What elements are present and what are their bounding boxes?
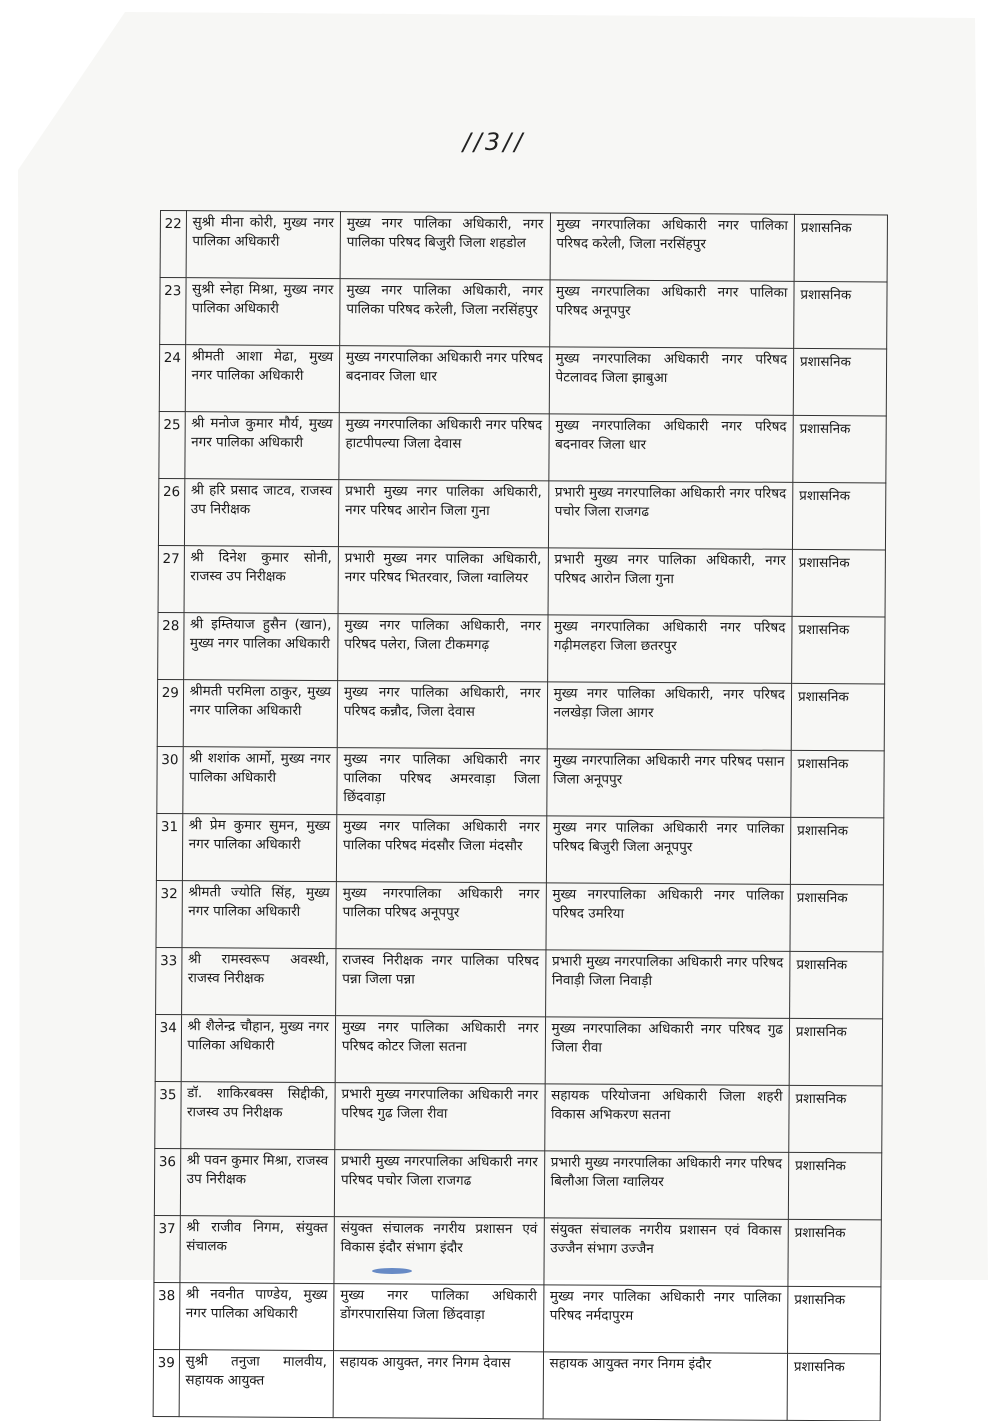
serial-number-cell: 23 bbox=[160, 278, 186, 345]
current-posting-cell: प्रभारी मुख्य नगर पालिका अधिकारी, नगर परिषद आरोन जिला गुना bbox=[338, 480, 548, 548]
ink-mark bbox=[372, 1268, 412, 1274]
transfer-table bbox=[153, 210, 888, 1421]
transfer-type-cell: प्रशासनिक bbox=[793, 348, 886, 416]
officer-name-cell: श्री शैलेन्द्र चौहान, मुख्य नगर पालिका अधिकारी bbox=[181, 1015, 336, 1083]
officer-name-cell: सुश्री स्नेहा मिश्रा, मुख्य नगर पालिका अधिकारी bbox=[185, 278, 340, 346]
table-row bbox=[158, 545, 885, 616]
current-posting-cell: मुख्य नगर पालिका अधिकारी, नगर परिषद कन्नौद, जिला देवास bbox=[337, 681, 547, 749]
officer-name-cell: श्रीमती आशा मेढा, मुख्य नगर पालिका अधिकारी bbox=[185, 345, 340, 413]
transfer-type-cell: प्रशासनिक bbox=[794, 214, 887, 282]
transfer-type-cell: प्रशासनिक bbox=[792, 616, 885, 684]
serial-number-cell: 36 bbox=[154, 1148, 180, 1215]
transfer-type-cell: प्रशासनिक bbox=[787, 1286, 880, 1354]
current-posting-cell: मुख्य नगर पालिका अधिकारी, नगर परिषद पलेरा, जिला टीकमगढ़ bbox=[338, 614, 548, 682]
serial-number-cell: 39 bbox=[153, 1349, 179, 1416]
new-posting-cell: मुख्य नगरपालिका अधिकारी नगर पालिका परिषद उमरिया bbox=[546, 883, 791, 951]
current-posting-cell: प्रभारी मुख्य नगर पालिका अधिकारी, नगर परिषद भितरवार, जिला ग्वालियर bbox=[338, 547, 548, 615]
officer-name-cell: श्री इम्तियाज हुसैन (खान), मुख्य नगर पालिका अधिकारी bbox=[183, 613, 338, 681]
current-posting-cell: सहायक आयुक्त, नगर निगम देवास bbox=[333, 1351, 543, 1419]
officer-name-cell: श्रीमती ज्योति सिंह, मुख्य नगर पालिका अधिकारी bbox=[182, 881, 337, 949]
current-posting-cell: प्रभारी मुख्य नगरपालिका अधिकारी नगर परिषद गुढ जिला रीवा bbox=[335, 1083, 545, 1151]
table-row bbox=[153, 1349, 880, 1420]
new-posting-cell: प्रभारी मुख्य नगरपालिका अधिकारी नगर परिषद बिलौआ जिला ग्वालियर bbox=[544, 1151, 789, 1219]
transfer-type-cell: प्रशासनिक bbox=[790, 951, 883, 1019]
transfer-type-cell: प्रशासनिक bbox=[790, 884, 883, 952]
serial-number-cell: 28 bbox=[158, 612, 184, 679]
table-row bbox=[156, 880, 883, 951]
officer-name-cell: सुश्री मीना कोरी, मुख्य नगर पालिका अधिकारी bbox=[186, 211, 341, 279]
serial-number-cell: 22 bbox=[160, 211, 186, 278]
current-posting-cell: प्रभारी मुख्य नगरपालिका अधिकारी नगर परिषद पचोर जिला राजगढ bbox=[334, 1150, 544, 1218]
new-posting-cell: मुख्य नगरपालिका अधिकारी नगर परिषद पेटलावद जिला झाबुआ bbox=[549, 347, 794, 415]
table-row bbox=[154, 1282, 881, 1353]
current-posting-cell: मुख्य नगर पालिका अधिकारी डोंगरपारासिया जिला छिंदवाड़ा bbox=[333, 1284, 543, 1352]
table-row bbox=[156, 813, 883, 884]
officer-name-cell: श्री पवन कुमार मिश्रा, राजस्व उप निरीक्षक bbox=[180, 1149, 335, 1217]
officer-name-cell: श्री प्रेम कुमार सुमन, मुख्य नगर पालिका अधिकारी bbox=[182, 814, 337, 882]
new-posting-cell: मुख्य नगर पालिका अधिकारी नगर पालिका परिषद नर्मदापुरम bbox=[543, 1285, 788, 1353]
serial-number-cell: 27 bbox=[158, 545, 184, 612]
new-posting-cell: प्रभारी मुख्य नगरपालिका अधिकारी नगर परिषद पचोर जिला राजगढ bbox=[548, 481, 793, 549]
transfer-type-cell: प्रशासनिक bbox=[793, 415, 886, 483]
current-posting-cell: मुख्य नगरपालिका अधिकारी नगर पालिका परिषद अनूपपुर bbox=[336, 882, 546, 950]
transfer-type-cell: प्रशासनिक bbox=[794, 281, 887, 349]
officer-name-cell: सुश्री तनुजा मालवीय, सहायक आयुक्त bbox=[179, 1350, 334, 1418]
new-posting-cell: प्रभारी मुख्य नगरपालिका अधिकारी नगर परिषद निवाड़ी जिला निवाड़ी bbox=[545, 950, 790, 1018]
table-row bbox=[156, 947, 883, 1018]
table-row bbox=[159, 411, 886, 482]
transfer-type-cell: प्रशासनिक bbox=[788, 1152, 881, 1220]
new-posting-cell: प्रभारी मुख्य नगर पालिका अधिकारी, नगर परिषद आरोन जिला गुना bbox=[548, 548, 793, 616]
serial-number-cell: 24 bbox=[159, 345, 185, 412]
transfer-type-cell: प्रशासनिक bbox=[787, 1353, 880, 1421]
current-posting-cell: संयुक्त संचालक नगरीय प्रशासन एवं विकास इंदौर संभाग इंदौर bbox=[334, 1217, 544, 1285]
transfer-type-cell: प्रशासनिक bbox=[792, 482, 885, 550]
new-posting-cell: मुख्य नगरपालिका अधिकारी नगर परिषद बदनावर जिला धार bbox=[548, 414, 793, 482]
new-posting-cell: मुख्य नगरपालिका अधिकारी नगर परिषद गढ़ीमलहरा जिला छतरपुर bbox=[547, 615, 792, 683]
new-posting-cell: मुख्य नगरपालिका अधिकारी नगर परिषद पसान जिला अनूपपुर bbox=[546, 749, 791, 817]
serial-number-cell: 31 bbox=[156, 813, 182, 880]
transfer-type-cell: प्रशासनिक bbox=[791, 683, 884, 751]
current-posting-cell: मुख्य नगर पालिका अधिकारी, नगर पालिका परिषद करेली, जिला नरसिंहपुर bbox=[340, 279, 550, 347]
table-row bbox=[160, 278, 887, 349]
table-row bbox=[154, 1148, 881, 1219]
transfer-type-cell: प्रशासनिक bbox=[791, 750, 884, 818]
current-posting-cell: राजस्व निरीक्षक नगर पालिका परिषद पन्ना जिला पन्ना bbox=[336, 949, 546, 1017]
page-number: //3// bbox=[462, 128, 526, 156]
serial-number-cell: 38 bbox=[154, 1282, 180, 1349]
serial-number-cell: 34 bbox=[155, 1014, 181, 1081]
transfer-type-cell: प्रशासनिक bbox=[789, 1018, 882, 1086]
new-posting-cell: मुख्य नगर पालिका अधिकारी, नगर परिषद नलखेड़ा जिला आगर bbox=[547, 682, 792, 750]
officer-name-cell: श्री शशांक आर्मो, मुख्य नगर पालिका अधिकारी bbox=[182, 747, 337, 815]
current-posting-cell: मुख्य नगरपालिका अधिकारी नगर परिषद बदनावर जिला धार bbox=[339, 346, 549, 414]
table-row bbox=[158, 612, 885, 683]
officer-name-cell: श्रीमती परमिला ठाकुर, मुख्य नगर पालिका अधिकारी bbox=[183, 680, 338, 748]
serial-number-cell: 33 bbox=[156, 947, 182, 1014]
serial-number-cell: 25 bbox=[159, 411, 185, 478]
new-posting-cell: मुख्य नगरपालिका अधिकारी नगर पालिका परिषद अनूपपुर bbox=[549, 280, 794, 348]
table-row bbox=[160, 211, 887, 282]
table-row bbox=[158, 478, 885, 549]
new-posting-cell: मुख्य नगरपालिका अधिकारी नगर पालिका परिषद करेली, जिला नरसिंहपुर bbox=[550, 213, 795, 281]
current-posting-cell: मुख्य नगर पालिका अधिकारी, नगर पालिका परिषद बिजुरी जिला शहडोल bbox=[340, 212, 550, 280]
table-row bbox=[155, 1014, 882, 1085]
transfer-type-cell: प्रशासनिक bbox=[792, 549, 885, 617]
officer-name-cell: श्री रामस्वरूप अवस्थी, राजस्व निरीक्षक bbox=[181, 948, 336, 1016]
new-posting-cell: सहायक परियोजना अधिकारी जिला शहरी विकास अभिकरण सतना bbox=[544, 1084, 789, 1152]
serial-number-cell: 29 bbox=[157, 679, 183, 746]
officer-name-cell: श्री हरि प्रसाद जाटव, राजस्व उप निरीक्षक bbox=[184, 479, 339, 547]
table-row bbox=[157, 746, 884, 817]
transfer-type-cell: प्रशासनिक bbox=[789, 1085, 882, 1153]
officer-name-cell: श्री दिनेश कुमार सोनी, राजस्व उप निरीक्षक bbox=[184, 546, 339, 614]
table-row bbox=[159, 345, 886, 416]
new-posting-cell: मुख्य नगरपालिका अधिकारी नगर परिषद गुढ जिला रीवा bbox=[545, 1017, 790, 1085]
table-row bbox=[155, 1081, 882, 1152]
officer-name-cell: श्री मनोज कुमार मौर्य, मुख्य नगर पालिका अधिकारी bbox=[184, 412, 339, 480]
serial-number-cell: 32 bbox=[156, 880, 182, 947]
serial-number-cell: 26 bbox=[158, 478, 184, 545]
current-posting-cell: मुख्य नगर पालिका अधिकारी नगर पालिका परिषद मंदसौर जिला मंदसौर bbox=[336, 815, 546, 883]
transfer-type-cell: प्रशासनिक bbox=[788, 1219, 881, 1287]
new-posting-cell: संयुक्त संचालक नगरीय प्रशासन एवं विकास उज्जैन संभाग उज्जैन bbox=[544, 1218, 789, 1286]
officer-name-cell: श्री नवनीत पाण्डेय, मुख्य नगर पालिका अधिकारी bbox=[179, 1283, 334, 1351]
table-row bbox=[154, 1215, 881, 1286]
current-posting-cell: मुख्य नगरपालिका अधिकारी नगर परिषद हाटपीपल्या जिला देवास bbox=[339, 413, 549, 481]
current-posting-cell: मुख्य नगर पालिका अधिकारी नगर परिषद कोटर जिला सतना bbox=[335, 1016, 545, 1084]
new-posting-cell: मुख्य नगर पालिका अधिकारी नगर पालिका परिषद बिजुरी जिला अनूपपुर bbox=[546, 816, 791, 884]
serial-number-cell: 30 bbox=[157, 746, 183, 813]
new-posting-cell: सहायक आयुक्त नगर निगम इंदौर bbox=[543, 1352, 788, 1420]
serial-number-cell: 35 bbox=[155, 1081, 181, 1148]
officer-name-cell: श्री राजीव निगम, संयुक्त संचालक bbox=[180, 1216, 335, 1284]
officer-name-cell: डॉ. शाकिरबक्स सिद्दीकी, राजस्व उप निरीक्षक bbox=[180, 1082, 335, 1150]
table-row bbox=[157, 679, 884, 750]
transfer-type-cell: प्रशासनिक bbox=[790, 817, 883, 885]
current-posting-cell: मुख्य नगर पालिका अधिकारी नगर पालिका परिषद अमरवाड़ा जिला छिंदवाड़ा bbox=[337, 748, 547, 816]
serial-number-cell: 37 bbox=[154, 1215, 180, 1282]
